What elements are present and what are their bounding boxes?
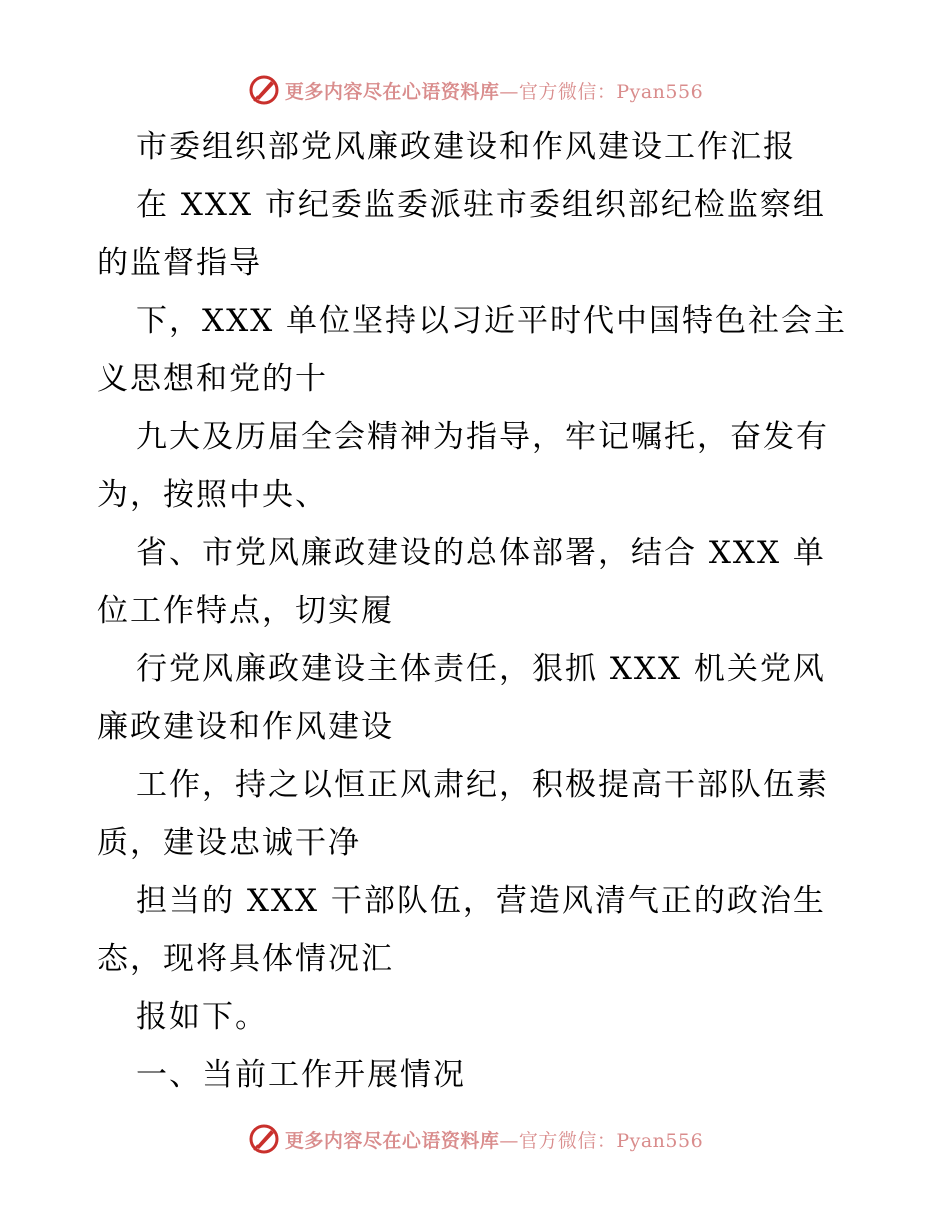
text-line: 为，按照中央、 bbox=[97, 477, 328, 513]
text-line: 省、市党风廉政建设的总体部署，结合 XXX 单 bbox=[136, 535, 826, 571]
footer-watermark-banner bbox=[0, 1119, 950, 1159]
header-watermark-banner bbox=[0, 70, 950, 110]
text-line: 廉政建设和作风建设 bbox=[97, 709, 394, 745]
text-line: 的监督指导 bbox=[97, 245, 262, 281]
text-line: 报如下。 bbox=[136, 999, 268, 1035]
text-line: 九大及历届全会精神为指导，牢记嘱托，奋发有 bbox=[136, 419, 829, 455]
text-line: 工作，持之以恒正风肃纪，积极提高干部队伍素 bbox=[136, 767, 829, 803]
text-line: 在 XXX 市纪委监委派驻市委组织部纪检监察组 bbox=[136, 187, 826, 223]
text-line: 下，XXX 单位坚持以习近平时代中国特色社会主 bbox=[136, 303, 848, 339]
text-line: 义思想和党的十 bbox=[97, 361, 328, 397]
document-title: 市委组织部党风廉政建设和作风建设工作汇报 bbox=[136, 129, 796, 165]
text-line: 位工作特点，切实履 bbox=[97, 593, 394, 629]
banner-contact-text: —官方微信：Pyan556 bbox=[499, 1129, 704, 1152]
document-body bbox=[97, 118, 867, 1104]
text-line: 行党风廉政建设主体责任，狠抓 XXX 机关党风 bbox=[136, 651, 826, 687]
banner-text bbox=[285, 77, 703, 104]
text-line: 态，现将具体情况汇 bbox=[97, 941, 394, 977]
quill-pen-circle-icon bbox=[247, 73, 281, 107]
banner-text bbox=[285, 1126, 703, 1153]
section-heading: 一、当前工作开展情况 bbox=[136, 1057, 466, 1093]
banner-main-text: 更多内容尽在心语资料库 bbox=[284, 80, 500, 103]
quill-pen-circle-icon bbox=[247, 1122, 281, 1156]
banner-contact-text: —官方微信：Pyan556 bbox=[499, 80, 704, 103]
text-line: 担当的 XXX 干部队伍，营造风清气正的政治生 bbox=[136, 883, 826, 919]
text-line: 质，建设忠诚干净 bbox=[97, 825, 361, 861]
banner-main-text: 更多内容尽在心语资料库 bbox=[284, 1129, 500, 1152]
